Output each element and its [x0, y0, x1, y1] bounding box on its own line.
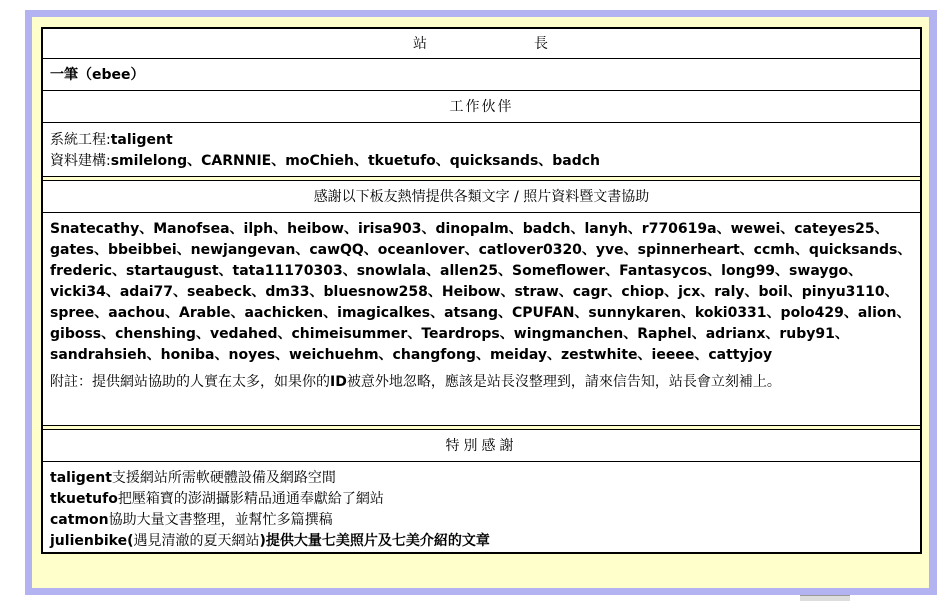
thanks-note: [50, 372, 913, 393]
special-row: [50, 468, 913, 489]
thanks-section: [43, 213, 920, 426]
partner-label: 資料建構:: [50, 153, 111, 169]
partner-row: [50, 151, 913, 172]
partner-row: [50, 130, 913, 151]
thanks-note-id: ID: [330, 374, 347, 390]
partner-value: smilelong、CARNNIE、moChieh、tkuetufo、quicksands、badch: [110, 153, 601, 169]
thanks-note-suffix: 被意外地忽略，應該是站長沒整理到，請來信告知，站長會立刻補上。: [346, 374, 781, 390]
special-name: julienbike(: [50, 533, 134, 549]
scrollbar[interactable]: [800, 595, 850, 601]
special-text: 協助大量文書整理，並幫忙多篇撰稿: [108, 512, 333, 528]
special-name: taligent: [50, 470, 112, 486]
thanks-note-prefix: 附註：提供網站協助的人實在太多，如果你的: [50, 374, 330, 390]
credits-panel: [41, 27, 922, 554]
special-name: catmon: [50, 512, 109, 528]
partner-value: taligent: [110, 132, 173, 148]
special-text: 支援網站所需軟硬體設備及網路空間: [111, 470, 336, 486]
admin-header-right: 長: [534, 36, 550, 52]
special-tail: )提供大量七美照片及七美介紹的文章: [259, 533, 490, 549]
thanks-header: 感謝以下板友熱情提供各類文字 / 照片資料暨文書協助: [43, 181, 920, 213]
admin-name: 一筆（ebee）: [43, 59, 920, 91]
admin-header-left: 站: [413, 36, 429, 52]
partners-header: 工作伙伴: [43, 91, 920, 123]
special-text: 遇見清澈的夏天網站: [133, 533, 260, 549]
special-thanks-list: [43, 462, 920, 552]
outer-frame: [25, 10, 937, 595]
special-row: [50, 489, 913, 510]
special-row: [50, 510, 913, 531]
inner-frame: [32, 17, 929, 588]
thanks-names: Snatecathy、Manofsea、ilph、heibow、irisa903、dinopalm、badch、lanyh、r770619a、wewei、cateyes25、gates、bbeibbei、newjangevan、cawQQ、oceanlover、catlover0320、yve、spinnerheart、ccmh、quicksands、frederic、startaugust、tata11170303、snowlala、allen25、Someflower、Fantasycos、long99、swaygo、vicki34、adai77、seabeck、dm33、bluesnow258、Heibow、straw、cagr、chiop、jcx、raly、boil、pinyu3110、spree、aachou、Arable、aachicken、imagicalkes、atsang、CPUFAN、sunnykaren、koki0331、polo429、alion、giboss、chenshing、vedahed、chimeisummer、Teardrops、wingmanchen、Raphel、adrianx、ruby91、sandrahsieh、honiba、noyes、weichuehm、changfong、meiday、zestwhite、ieeee、cattyjoy: [50, 221, 912, 363]
partner-label: 系統工程:: [50, 132, 111, 148]
special-row: [50, 531, 913, 552]
special-text: 把壓箱寶的澎湖攝影精品通通奉獻給了網站: [117, 491, 384, 507]
partners-list: [43, 123, 920, 177]
special-header: 特別感謝: [43, 430, 920, 462]
admin-header: [43, 29, 920, 59]
special-name: tkuetufo: [50, 491, 118, 507]
